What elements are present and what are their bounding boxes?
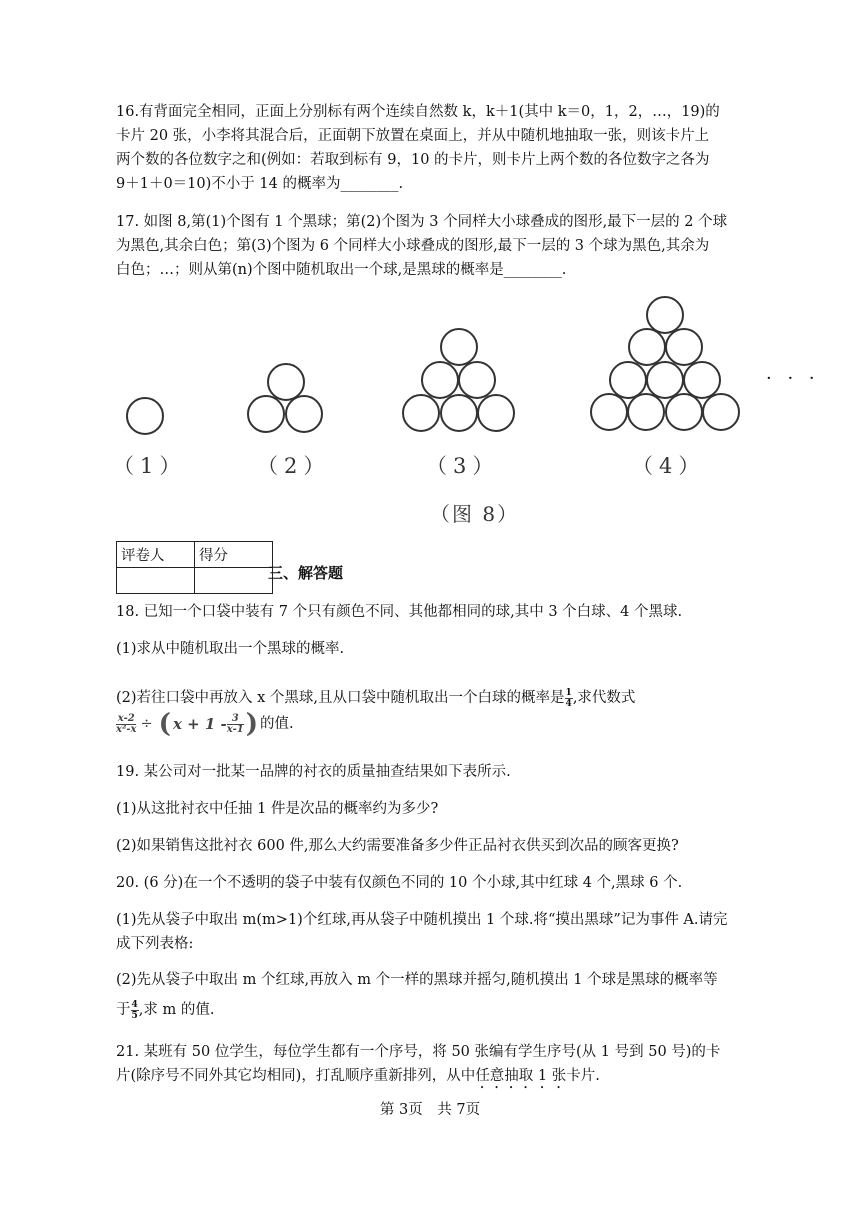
fig4-ball	[703, 394, 739, 430]
expr-inner: x + 1 -	[172, 715, 227, 733]
figure-label-3: （3）	[426, 454, 500, 478]
q21-emphasis: 任意抽取 1 张	[475, 1068, 567, 1084]
page-footer: 第 3页 共 7页	[379, 1102, 481, 1118]
fig4-ball	[628, 394, 664, 430]
q19-intro: 19. 某公司对一批某一品牌的衬衣的质量抽查结果如下表所示.	[116, 764, 511, 780]
score-cell	[195, 568, 273, 594]
fig4-ball	[610, 362, 646, 398]
fig3-ball	[441, 329, 477, 365]
q19-part-1: (1)从这批衬衣中任抽 1 件是次品的概率约为多少?	[116, 801, 439, 817]
q18-part-2	[116, 686, 742, 710]
q17-line-2: 为黑色,其余白色；第(3)个图为 6 个同样大小球叠成的图形,最下一层的 3 个球为黑色,其余为	[116, 238, 710, 254]
question-21	[116, 1040, 742, 1092]
q20-intro: 20. (6 分)在一个不透明的袋子中装有仅颜色不同的 10 个小球,其中红球 4 个,黑球 6 个.	[116, 875, 683, 891]
figure-label-1: （1）	[113, 454, 187, 478]
fig2-ball	[286, 396, 322, 432]
q18-expression: $\frac{x-2}{\text{x²-x}}$ ÷ ( x + 1 - $\frac{3}{x-1}$ ) 的值.	[116, 709, 294, 739]
reviewer-header: 评卷人	[117, 542, 195, 568]
fig4-ball	[647, 297, 683, 333]
q18-part-1: (1)求从中随机取出一个黑球的概率.	[116, 641, 345, 657]
fig4-ball	[666, 329, 702, 365]
fig4-ball	[629, 329, 665, 365]
section-title: 三、解答题	[268, 564, 344, 582]
fig2-ball	[268, 364, 304, 400]
q18-part-2-tail: ,求代数式	[572, 690, 636, 706]
q16-line-3: 两个数的各位数字之和(例如：若取到标有 9，10 的卡片，则卡片上两个数的各位数字之各为	[116, 152, 710, 168]
fig3-ball	[422, 362, 458, 398]
expr-divide: ÷	[140, 716, 153, 732]
fig2-ball	[248, 396, 284, 432]
figure-label-2: （2）	[257, 454, 331, 478]
fig3-ball	[459, 362, 495, 398]
q18-part-2-text: (2)若往口袋中再放入 x 个黑球,且从口袋中随机取出一个白球的概率是	[116, 690, 565, 706]
fig4-ball	[684, 362, 720, 398]
fig1-ball	[127, 398, 163, 434]
q19-part-2: (2)如果销售这批衬衣 600 件,那么大约需要准备多少件正品衬衣供买到次品的顾客更换?	[116, 838, 679, 854]
q16-line-4: 9＋1＋0＝10)不小于 14 的概率为________.	[116, 176, 404, 192]
q16-line-2: 卡片 20 张，小李将其混合后，正面朝下放置在桌面上，并从中随机地抽取一张，则该卡片上	[116, 128, 710, 144]
expr-fraction-1: $\frac{x-2}{\text{x²-x}}$	[116, 712, 137, 735]
fig4-ball	[666, 394, 702, 430]
fig4-ball	[591, 394, 627, 430]
q16-line-1: 16.有背面完全相同，正面上分别标有两个连续自然数 k，k＋1(其中 k＝0，1，2，…，19)的	[116, 104, 720, 120]
score-header: 得分	[195, 542, 273, 568]
q21-line-1: 21. 某班有 50 位学生，每位学生都有一个序号，将 50 张编有学生序号(从 1 号到 50 号)的卡	[116, 1044, 721, 1060]
figure-label-4: （4）	[632, 454, 706, 478]
expr-tail: 的值.	[260, 716, 294, 732]
q20-part-2: (2)先从袋子中取出 m 个红球,再放入 m 个一样的黑球并摇匀,随机摸出 1 个球是黑球的概率等 于 $\frac{4}{5}$ ,求 m 的值.	[116, 972, 718, 1021]
q20-fraction: $\frac{4}{5}$	[131, 999, 138, 1021]
fig3-ball	[441, 395, 477, 431]
fig3-ball	[478, 395, 514, 431]
fig3-ball	[403, 395, 439, 431]
q18-fraction: $\frac{1}{4}$	[565, 687, 572, 709]
expr-fraction-2: $\frac{3}{x-1}$	[226, 712, 244, 735]
q18-intro: 18. 已知一个口袋中装有 7 个只有颜色不同、其他都相同的球,其中 3 个白球、4 个黑球.	[116, 604, 683, 620]
fig4-ball	[647, 362, 683, 398]
q21-line-2: 片(除序号不同外其它均相同)，打乱顺序重新排列，从中任意抽取 1 张卡片.	[116, 1068, 600, 1084]
q20-part-1: (1)先从袋子中取出 m(m>1)个红球,再从袋子中随机摸出 1 个球.将“摸出黑球”记为事件 A.请完 成下列表格:	[116, 912, 728, 952]
q17-line-1: 17. 如图 8,第(1)个图有 1 个黑球；第(2)个图为 3 个同样大小球叠成的图形,最下一层的 2 个球	[116, 214, 728, 230]
reviewer-cell	[117, 568, 195, 594]
score-table	[116, 541, 273, 594]
figure-ellipsis: · · ·	[766, 368, 820, 389]
q17-line-3: 白色；…；则从第(n)个图中随机取出一个球,是黑球的概率是________.	[116, 262, 567, 278]
figure-caption: （图 8）	[430, 502, 520, 526]
